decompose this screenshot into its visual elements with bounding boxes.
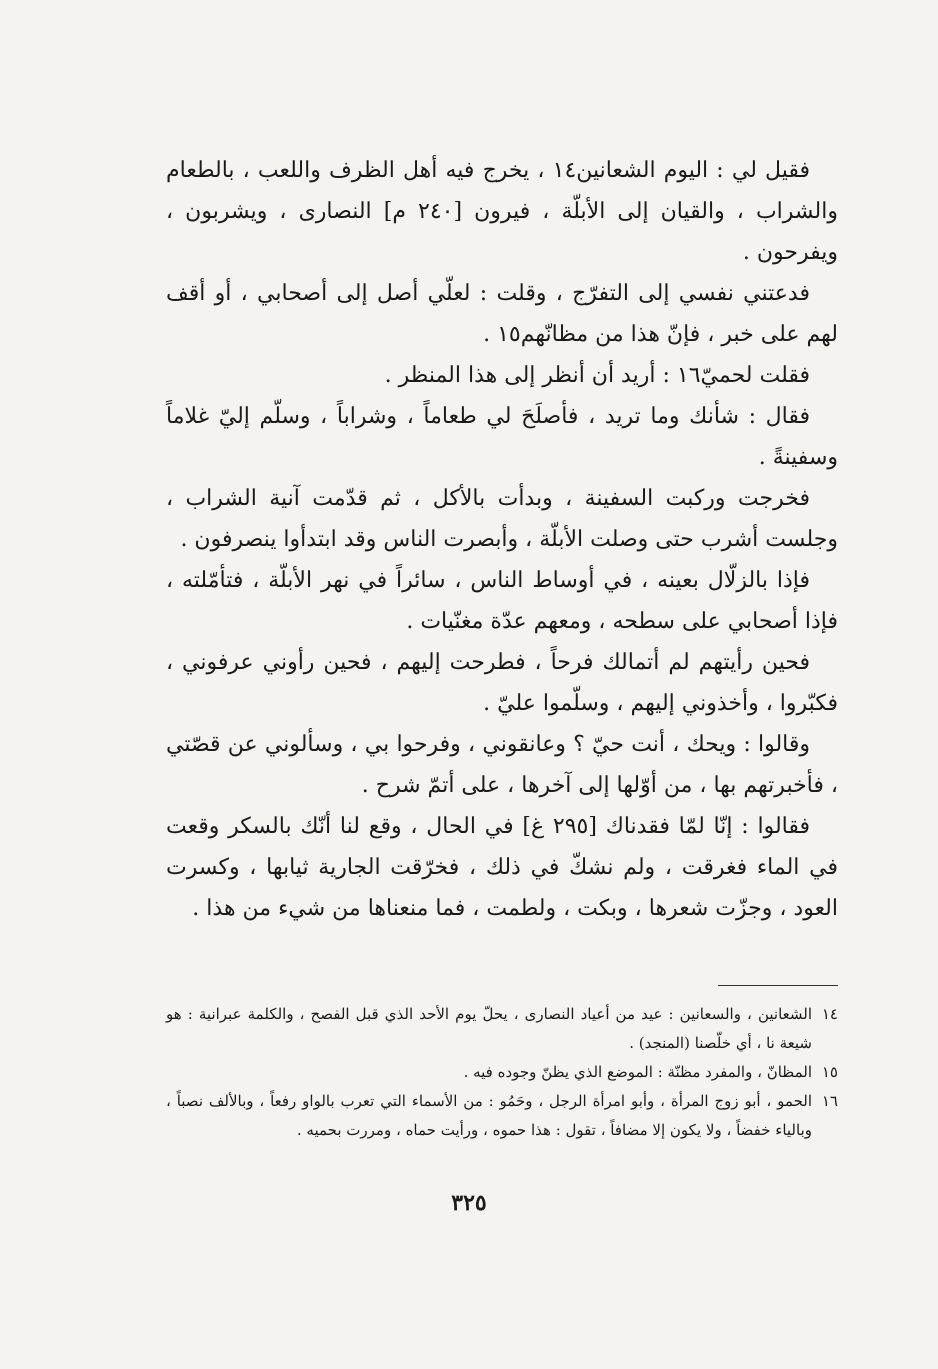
paragraph-8: وقالوا : ويحك ، أنت حيّ ؟ وعانقوني ، وفرحوا بي ، وسألوني عن قصّتي ، فأخبرتهم بها ، من أوّلها إلى آخرها ، على أتمّ شرح . xyxy=(166,732,838,798)
paragraph-4: فقال : شأنك وما تريد ، فأصلَحَ لي طعاماً ، وشراباً ، وسلّم إليّ غلاماً وسفينةً . xyxy=(166,404,838,470)
paragraph-7: فحين رأيتهم لم أتمالك فرحاً ، فطرحت إليهم ، فحين رأوني عرفوني ، فكبّروا ، وأخذوني إليهم ، وسلّموا عليّ . xyxy=(166,650,838,716)
footnote-14 xyxy=(166,1000,838,1058)
paragraph-6: فإذا بالزلّال بعينه ، في أوساط الناس ، سائراً في نهر الأبلّة ، فتأمّلته ، فإذا أصحابي على سطحه ، ومعهم عدّة مغنّيات . xyxy=(166,568,838,634)
footnote-number: ١٦ xyxy=(821,1092,838,1110)
footnote-text: الشعانين ، والسعانين : عيد من أعياد النصارى ، يحلّ يوم الأحد الذي قبل الفصح ، والكلمة عبرانية : هو شيعة نا ، أي خلّصنا (المنجد) . xyxy=(166,1005,812,1052)
footnote-text: المظانّ ، والمفرد مظنّة : الموضع الذي يظنّ وجوده فيه . xyxy=(463,1063,812,1081)
paragraph-3: فقلت لحميّ١٦ : أريد أن أنظر إلى هذا المنظر . xyxy=(384,363,810,388)
footnote-divider xyxy=(718,985,838,986)
footnote-16 xyxy=(166,1087,838,1145)
footnotes xyxy=(166,1000,838,1145)
footnote-number: ١٤ xyxy=(821,1005,838,1023)
paragraph-9: فقالوا : إنّا لمّا فقدناك [٢٩٥ غ] في الحال ، وقع لنا أنّك بالسكر وقعت في الماء فغرقت ، ولم نشكّ في ذلك ، فخرّقت الجارية ثيابها ، وكسرت العود ، وجزّت شعرها ، وبكت ، ولطمت ، فما منعناها من شيء من هذا . xyxy=(166,814,838,921)
footnote-text: الحمو ، أبو زوج المرأة ، وأبو امرأة الرجل ، وحَمُو : من الأسماء التي تعرب بالواو رفعاً ، وبالألف نصباً ، وبالياء خفضاً ، ولا يكون إلا مضافاً ، تقول : هذا حموه ، ورأيت حماه ، ومررت بحميه . xyxy=(166,1092,812,1139)
main-text xyxy=(166,150,838,929)
paragraph-1: فقيل لي : اليوم الشعانين١٤ ، يخرج فيه أهل الظرف واللعب ، بالطعام والشراب ، والقيان إلى الأبلّة ، فيرون [٢٤٠ م] النصارى ، ويشربون ، ويفرحون . xyxy=(166,158,838,265)
page-number: ٣٢٥ xyxy=(451,1190,487,1216)
footnote-15 xyxy=(166,1058,838,1087)
paragraph-5: فخرجت وركبت السفينة ، وبدأت بالأكل ، ثم قدّمت آنية الشراب ، وجلست أشرب حتى وصلت الأبلّة ، وأبصرت الناس وقد ابتدأوا ينصرفون . xyxy=(166,486,838,552)
footnote-number: ١٥ xyxy=(821,1063,838,1081)
paragraph-2: فدعتني نفسي إلى التفرّج ، وقلت : لعلّي أصل إلى أصحابي ، أو أقف لهم على خبر ، فإنّ هذا من مظانّهم١٥ . xyxy=(166,281,838,347)
